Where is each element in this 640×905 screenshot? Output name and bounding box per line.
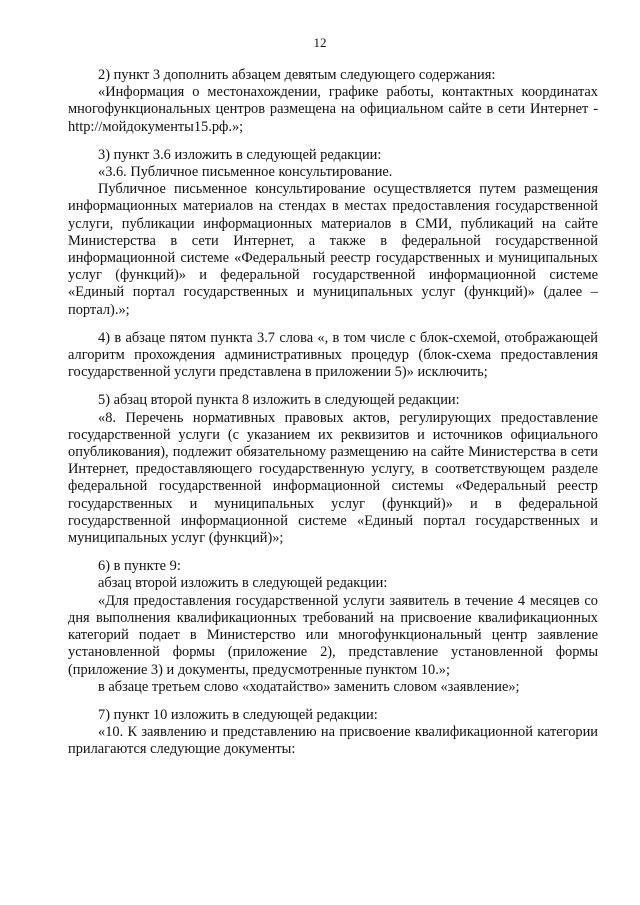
paragraph-item-3: 3) пункт 3.6 изложить в следующей редакции:: [98, 146, 382, 163]
paragraph-item-6-replace: в абзаце третьем слово «ходатайство» заменить словом «заявление»;: [98, 678, 520, 695]
paragraph-item-6: 6) в пункте 9:: [98, 558, 181, 575]
paragraph-item-6-quote: «Для предоставления государственной услуги заявитель в течение 4 месяцев со дня выполнения квалификационных требований на присвоение квалификационных категорий подает в Министерство или многофункциональный центр заявление установленной формы (приложение 2), представление установленной формы (приложение 3) и документы, предусмотренные пунктом 10.»;: [68, 592, 598, 678]
paragraph-item-3-text: Публичное письменное консультирование осуществляется путем размещения информационных материалов на стендах в местах предоставления государственной услуги, публикации информационных материалов в СМИ, публикаций на сайте Министерства в сети Интернет, а также в федеральной государственной информационной системе «Федеральный реестр государственных и муниципальных услуг (функций)» и федеральной государственной информационной системе «Единый портал государственных и муниципальных услуг (функций)» (далее – портал).»;: [68, 181, 598, 318]
paragraph-item-2: 2) пункт 3 дополнить абзацем девятым следующего содержания:: [98, 67, 496, 83]
page-number: 12: [313, 35, 327, 50]
paragraph-item-6-sub: абзац второй изложить в следующей редакции:: [98, 575, 388, 592]
paragraph-item-7: 7) пункт 10 изложить в следующей редакции:: [98, 706, 378, 723]
paragraph-item-4: 4) в абзаце пятом пункта 3.7 слова «, в том числе с блок-схемой, отображающей алгоритм прохождения административных процедур (блок-схема предоставления государственной услуги представлена в приложении 5)» исключить;: [68, 329, 598, 381]
paragraph-item-2-quote: «Информация о местонахождении, графике работы, контактных координатах многофункциональных центров размещена на официальном сайте в сети Интернет - http://мойдокументы15.рф.»;: [68, 84, 598, 135]
paragraph-item-5: 5) абзац второй пункта 8 изложить в следующей редакции:: [98, 392, 460, 409]
paragraph-item-3-heading: «3.6. Публичное письменное консультирование.: [98, 164, 393, 181]
paragraph-item-7-quote: «10. К заявлению и представлению на присвоение квалификационной категории прилагаются следующие документы:: [68, 724, 598, 758]
paragraph-item-5-quote: «8. Перечень нормативных правовых актов, регулирующих предоставление государственной услуги (с указанием их реквизитов и источников официального опубликования), подлежит обязательному размещению на сайте Министерства в сети Интернет, предоставляющего государственную услугу, в соответствующем разделе федеральной государственной информационной системы «Федеральный реестр государственных и муниципальных услуг (функций)» и в федеральной государственной информационной системе «Единый портал государственных и муниципальных услуг (функций)»;: [68, 409, 598, 547]
document-body: [68, 67, 598, 759]
